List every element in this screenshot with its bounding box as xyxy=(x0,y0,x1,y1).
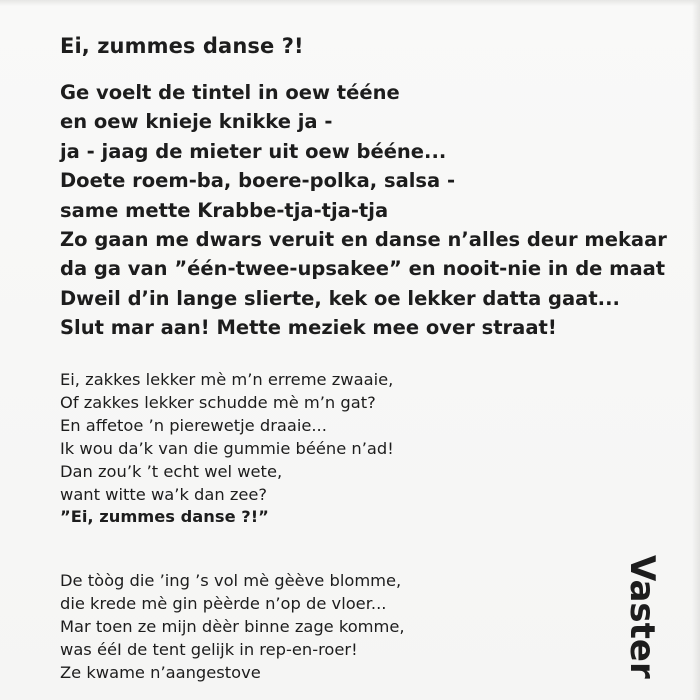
song-title: Ei, zummes danse ?! xyxy=(60,34,304,58)
paper-top-edge xyxy=(0,0,700,6)
chorus-line: en oew knieje knikke ja - xyxy=(60,110,333,134)
verse-line: Ze kwame n’aangestove xyxy=(60,662,261,682)
chorus-line: Ge voelt de tintel in oew tééne xyxy=(60,81,400,104)
paper-right-edge xyxy=(692,0,700,700)
chorus-line: ja - jaag de mieter uit oew bééne... xyxy=(60,139,447,163)
chorus-line: Zo gaan me dwars veruit en danse n’alles deur mekaar xyxy=(60,228,667,252)
verse-line: En affetoe ’n pierewetje draaie... xyxy=(60,415,327,435)
verse-2-block xyxy=(60,570,405,685)
verse-line: Ei, zakkes lekker mè m’n erreme zwaaie, xyxy=(60,370,394,389)
verse-line: was ééI de tent gelijk in rep-en-roer! xyxy=(60,639,358,659)
chorus-block xyxy=(60,78,667,343)
verse-line: want witte wa’k dan zee? xyxy=(60,484,268,504)
chorus-line: same mette Krabbe-tja-tja-tja xyxy=(60,198,389,222)
verse-line: Of zakkes lekker schudde mè m’n gat? xyxy=(60,392,376,412)
verse-line: Dan zou’k ’t echt wel wete, xyxy=(60,461,283,481)
verse-1-block xyxy=(60,369,394,529)
chorus-line: Slut mar aan! Mette meziek mee over straat! xyxy=(60,316,557,340)
verse-line: Mar toen ze mijn dèèr binne zage komme, xyxy=(60,616,405,636)
side-vertical-title: Vaster xyxy=(622,555,662,679)
verse-refrain-line: ”Ei, zummes danse ?!” xyxy=(60,507,269,527)
chorus-line: Doete roem-ba, boere-polka, salsa - xyxy=(60,169,456,193)
verse-line: Ik wou da’k van die gummie bééne n’ad! xyxy=(60,438,394,458)
chorus-line: da ga van ”één-twee-upsakee” en nooit-nie in de maat xyxy=(60,257,666,281)
verse-line: die krede mè gin pèèrde n’op de vloer... xyxy=(60,593,387,613)
chorus-line: Dweil d’in lange slierte, kek oe lekker datta gaat... xyxy=(60,286,620,310)
verse-line: De tòòg die ’ing ’s vol mè gèève blomme, xyxy=(60,571,402,590)
